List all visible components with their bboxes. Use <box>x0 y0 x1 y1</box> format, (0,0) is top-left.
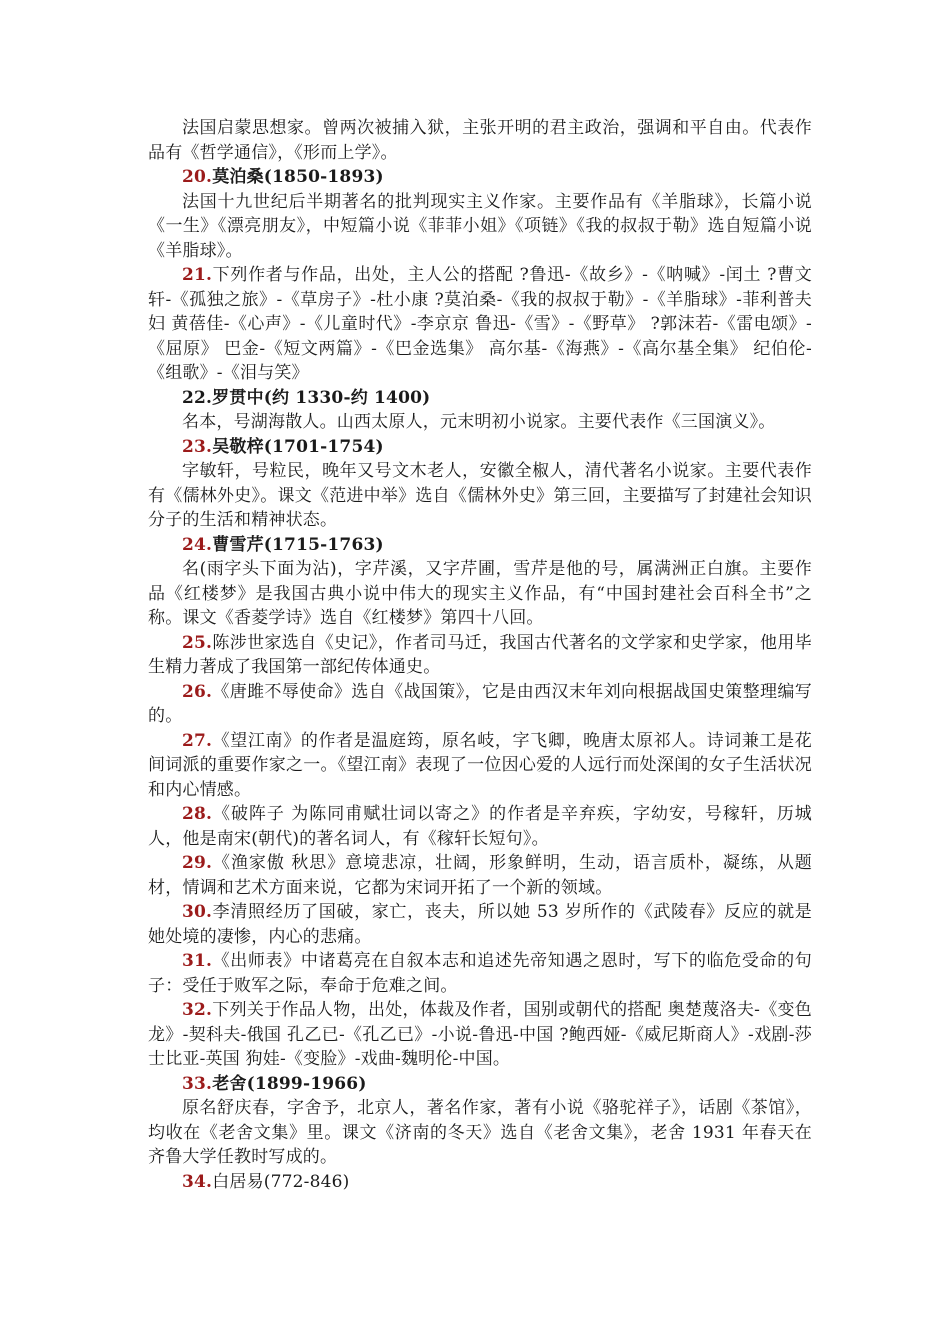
item-number: 23. <box>182 436 213 457</box>
paragraph-text: 陈涉世家选自《史记》，作者司马迁，我国古代著名的文学家和史学家，他用毕生精力著成了我国第一部纪传体通史。 <box>148 632 812 677</box>
paragraph <box>148 1170 812 1195</box>
item-number: 26. <box>182 681 213 702</box>
item-number: 29. <box>182 853 213 873</box>
paragraph <box>148 998 812 1072</box>
paragraph <box>148 1096 812 1170</box>
item-number: 24. <box>182 534 213 555</box>
item-heading: 22.罗贯中(约 1330-约 1400) <box>182 387 431 408</box>
paragraph-text: 李清照经历了国破，家亡，丧夫，所以她 53 岁所作的《武陵春》反应的就是她处境的凄惨，内心的悲痛。 <box>148 902 812 947</box>
item-heading: 吴敬梓(1701-1754) <box>212 436 384 457</box>
paragraph-text: 下列关于作品人物，出处，体裁及作者，国别或朝代的搭配 奥楚蔑洛夫-《变色龙》-契科夫-俄国 孔乙已-《孔乙已》-小说-鲁迅-中国 ?鲍西娅-《威尼斯商人》-戏剧-莎士比亚-英国 狗娃-《变脸》-戏曲-魏明伦-中国。 <box>148 1000 812 1069</box>
item-heading: 老舍(1899-1966) <box>212 1073 367 1094</box>
paragraph-text: 法国十九世纪后半期著名的批判现实主义作家。主要作品有《羊脂球》，长篇小说《一生》《漂亮朋友》，中短篇小说《菲菲小姐》《项链》《我的叔叔于勒》选自短篇小说《羊脂球》。 <box>148 191 812 261</box>
paragraph <box>148 410 812 435</box>
paragraph-text: 《唐雎不辱使命》选自《战国策》，它是由西汉末年刘向根据战国史策整理编写的。 <box>148 681 812 726</box>
paragraph <box>148 1072 812 1097</box>
document-body <box>148 116 812 1194</box>
paragraph-text: 下列作者与作品，出处，主人公的搭配 ?鲁迅-《故乡》-《呐喊》-闰土 ?曹文轩-《孤独之旅》-《草房子》-杜小康 ?莫泊桑-《我的叔叔于勒》-《羊脂球》-菲利普夫妇 黄蓓佳-《心声》-《儿童时代》-李京京 鲁迅-《雪》-《野草》 ?郭沫若-《雷电颂》-《屈原》 巴金-《短文两篇》-《巴金选集》 高尔基-《海燕》-《高尔基全集》 纪伯伦-《组歌》-《泪与笑》 <box>148 265 812 383</box>
paragraph <box>148 116 812 165</box>
item-heading: 曹雪芹(1715-1763) <box>212 534 384 555</box>
paragraph <box>148 949 812 998</box>
paragraph <box>148 459 812 533</box>
item-number: 32. <box>182 1000 213 1020</box>
item-number: 33. <box>182 1073 213 1094</box>
item-number: 25. <box>182 632 213 653</box>
paragraph <box>148 533 812 558</box>
item-number: 20. <box>182 167 213 187</box>
item-number: 34. <box>182 1171 213 1192</box>
paragraph <box>148 435 812 460</box>
paragraph <box>148 631 812 680</box>
paragraph <box>148 851 812 900</box>
paragraph-text: 白居易(772-846) <box>212 1171 350 1192</box>
paragraph-text: 《渔家傲 秋思》意境悲凉，壮阔，形象鲜明，生动，语言质朴，凝练，从题材，情调和艺术方面来说，它都为宋词开拓了一个新的领域。 <box>148 853 812 898</box>
paragraph <box>148 900 812 949</box>
item-number: 27. <box>182 730 213 751</box>
item-number: 30. <box>182 902 213 922</box>
paragraph <box>148 263 812 386</box>
item-number: 31. <box>182 951 213 971</box>
paragraph <box>148 165 812 190</box>
paragraph <box>148 557 812 631</box>
paragraph-text: 《望江南》的作者是温庭筠，原名岐，字飞卿，晚唐太原祁人。诗词兼工是花间词派的重要作家之一。《望江南》表现了一位因心爱的人远行而处深闺的女子生活状况和内心情感。 <box>148 730 812 800</box>
paragraph <box>148 680 812 729</box>
paragraph <box>148 729 812 803</box>
paragraph-text: 名本，号湖海散人。山西太原人，元末明初小说家。主要代表作《三国演义》。 <box>182 412 776 432</box>
paragraph-text: 《破阵子 为陈同甫赋壮词以寄之》的作者是辛弃疾，字幼安，号稼轩，历城人，他是南宋(朝代)的著名词人，有《稼轩长短句》。 <box>148 804 812 849</box>
paragraph <box>148 802 812 851</box>
paragraph-text: 原名舒庆春，字舍予，北京人，著名作家，著有小说《骆驼祥子》，话剧《茶馆》，均收在《老舍文集》里。课文《济南的冬天》选自《老舍文集》，老舍 1931 年春天在齐鲁大学任教时写成的。 <box>148 1098 812 1167</box>
paragraph <box>148 190 812 264</box>
paragraph-text: 名(雨字头下面为沾)，字芹溪，又字芹圃，雪芹是他的号，属满洲正白旗。主要作品《红楼梦》是我国古典小说中伟大的现实主义作品，有“中国封建社会百科全书”之称。课文《香菱学诗》选自《红楼梦》第四十八回。 <box>148 559 812 628</box>
paragraph <box>148 386 812 411</box>
paragraph-text: 《出师表》中诸葛亮在自叙本志和追述先帝知遇之恩时，写下的临危受命的句子：受任于败军之际，奉命于危难之间。 <box>148 951 812 996</box>
item-heading: 莫泊桑(1850-1893) <box>212 167 384 187</box>
item-number: 28. <box>182 804 213 824</box>
paragraph-text: 法国启蒙思想家。曾两次被捕入狱，主张开明的君主政治，强调和平自由。代表作品有《哲学通信》，《形而上学》。 <box>148 118 812 163</box>
paragraph-text: 字敏轩，号粒民，晚年又号文木老人，安徽全椒人，清代著名小说家。主要代表作有《儒林外史》。课文《范进中举》选自《儒林外史》第三回，主要描写了封建社会知识分子的生活和精神状态。 <box>148 461 812 530</box>
item-number: 21. <box>182 265 213 285</box>
